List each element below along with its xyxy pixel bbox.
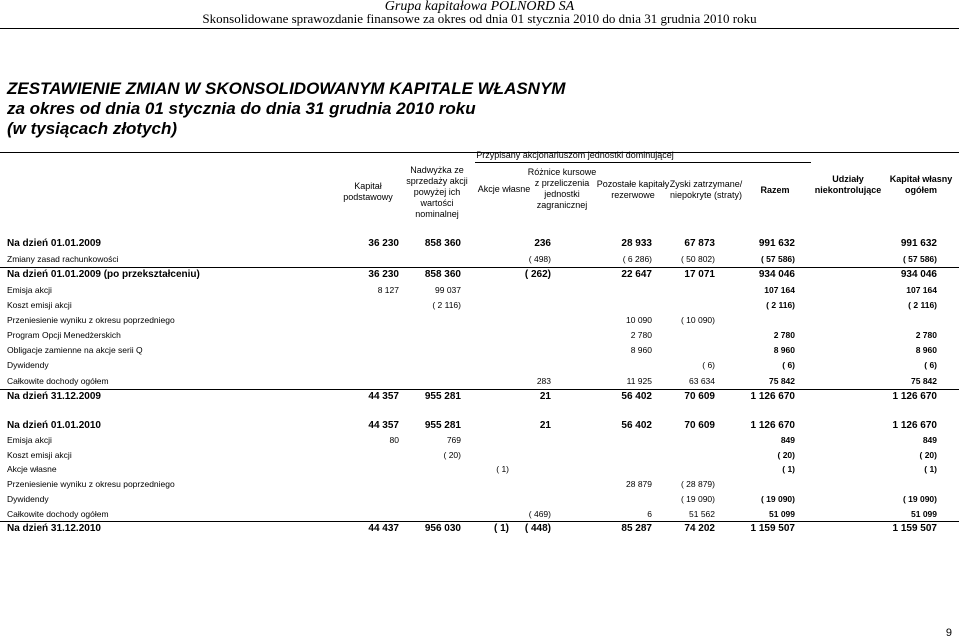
- table-cell: 36 230: [368, 269, 399, 280]
- table-cell: ( 19 090): [760, 494, 795, 504]
- table-cell: ( 1): [494, 523, 509, 534]
- page-number: 9: [945, 627, 952, 639]
- table-cell: 21: [539, 391, 551, 402]
- table-cell: ( 1): [782, 464, 795, 474]
- table-cell: 63 634: [689, 376, 715, 386]
- row-label: Całkowite dochody ogółem: [7, 376, 109, 386]
- table-cell: 80: [389, 435, 399, 445]
- table-cell: 955 281: [424, 391, 461, 402]
- statement-title: ZESTAWIENIE ZMIAN W SKONSOLIDOWANYM KAPITALE WŁASNYM: [7, 79, 566, 98]
- table-cell: 51 099: [911, 509, 937, 519]
- table-cell: 75 842: [769, 376, 795, 386]
- row-label: Przeniesienie wyniku z okresu poprzedniego: [7, 315, 175, 325]
- table-cell: ( 6 286): [622, 254, 652, 264]
- header-rule: [0, 28, 959, 29]
- table-cell: ( 57 586): [760, 254, 795, 264]
- row-label: Akcje własne: [7, 464, 57, 474]
- table-cell: 22 647: [621, 269, 652, 280]
- table-row: [0, 521, 959, 536]
- table-cell: 934 046: [900, 269, 937, 280]
- group-header: Przypisany akcjonariuszom jednostki dominującej: [476, 150, 674, 160]
- table-row: [0, 419, 959, 433]
- table-cell: 858 360: [424, 238, 461, 249]
- table-cell: 2 780: [915, 330, 937, 340]
- row-label: Emisja akcji: [7, 435, 52, 445]
- table-cell: ( 50 802): [680, 254, 715, 264]
- table-cell: 849: [780, 435, 795, 445]
- table-cell: ( 20): [919, 450, 937, 460]
- table-cell: ( 262): [524, 269, 551, 280]
- table-row: [0, 237, 959, 251]
- table-cell: ( 10 090): [680, 315, 715, 325]
- column-header: Pozostałe kapitały rezerwowe: [596, 179, 670, 200]
- table-cell: 1 159 507: [750, 523, 795, 534]
- table-row: [0, 343, 959, 357]
- row-label: Całkowite dochody ogółem: [7, 509, 109, 519]
- table-cell: 44 357: [368, 391, 399, 402]
- table-cell: 849: [922, 435, 937, 445]
- table-cell: 74 202: [684, 523, 715, 534]
- table-cell: 70 609: [684, 391, 715, 402]
- table-row: [0, 313, 959, 327]
- table-row: [0, 252, 959, 266]
- table-row: [0, 448, 959, 462]
- row-label: Zmiany zasad rachunkowości: [7, 254, 119, 264]
- statement-period: za okres od dnia 01 stycznia do dnia 31 grudnia 2010 roku: [7, 99, 476, 118]
- report-subtitle: Skonsolidowane sprawozdanie finansowe za okres od dnia 01 stycznia 2010 do dnia 31 grudnia 2010 roku: [202, 11, 757, 26]
- table-cell: 85 287: [621, 523, 652, 534]
- table-cell: 36 230: [368, 238, 399, 249]
- table-cell: 99 037: [435, 285, 461, 295]
- row-label: Koszt emisji akcji: [7, 450, 72, 460]
- column-header: Kapitał własny ogółem: [889, 174, 953, 195]
- table-cell: 44 357: [368, 420, 399, 431]
- table-row: [0, 507, 959, 521]
- table-cell: 6: [647, 509, 652, 519]
- column-header: Nadwyżka ze sprzedaży akcji powyżej ich wartości nominalnej: [406, 164, 468, 219]
- table-cell: ( 19 090): [902, 494, 937, 504]
- table-row: [0, 389, 959, 404]
- table-cell: 17 071: [684, 269, 715, 280]
- table-row: [0, 328, 959, 342]
- row-label: Na dzień 01.01.2009 (po przekształceniu): [7, 269, 200, 280]
- column-header: Różnice kursowe z przeliczenia jednostki zagranicznej: [527, 167, 597, 210]
- table-cell: ( 20): [443, 450, 461, 460]
- table-cell: ( 20): [777, 450, 795, 460]
- table-cell: ( 2 116): [766, 300, 795, 310]
- table-cell: ( 6): [924, 360, 937, 370]
- table-row: [0, 267, 959, 282]
- table-cell: ( 6): [782, 360, 795, 370]
- table-row: [0, 283, 959, 297]
- table-cell: 236: [534, 238, 551, 249]
- table-cell: 107 164: [764, 285, 795, 295]
- table-cell: 8 127: [377, 285, 399, 295]
- table-cell: 283: [536, 376, 551, 386]
- table-row: [0, 462, 959, 476]
- column-header: Zyski zatrzymane/ niepokryte (straty): [669, 179, 743, 200]
- table-cell: ( 498): [528, 254, 551, 264]
- row-label: Program Opcji Menedżerskich: [7, 330, 121, 340]
- table-cell: ( 1): [496, 464, 509, 474]
- table-cell: 56 402: [621, 391, 652, 402]
- table-row: [0, 298, 959, 312]
- table-cell: 67 873: [684, 238, 715, 249]
- table-cell: ( 6): [702, 360, 715, 370]
- table-row: [0, 492, 959, 506]
- table-cell: 934 046: [758, 269, 795, 280]
- table-cell: 11 925: [626, 376, 652, 386]
- table-cell: 70 609: [684, 420, 715, 431]
- company-name: Grupa kapitałowa POLNORD SA: [384, 0, 575, 14]
- table-cell: 2 780: [773, 330, 795, 340]
- table-cell: 8 960: [630, 345, 652, 355]
- table-cell: 858 360: [424, 269, 461, 280]
- row-label: Obligacje zamienne na akcje serii Q: [7, 345, 143, 355]
- row-label: Na dzień 31.12.2009: [7, 391, 101, 402]
- table-cell: ( 2 116): [908, 300, 937, 310]
- table-cell: ( 19 090): [680, 494, 715, 504]
- table-cell: 10 090: [626, 315, 652, 325]
- table-cell: ( 57 586): [902, 254, 937, 264]
- row-label: Dywidendy: [7, 494, 49, 504]
- table-cell: ( 448): [524, 523, 551, 534]
- column-header: Udziały niekontrolujące: [814, 174, 882, 195]
- column-header: Razem: [760, 184, 790, 195]
- row-label: Emisja akcji: [7, 285, 52, 295]
- table-cell: 75 842: [911, 376, 937, 386]
- table-cell: 28 879: [626, 479, 652, 489]
- table-cell: 2 780: [630, 330, 652, 340]
- table-cell: 1 126 670: [750, 391, 795, 402]
- table-cell: 1 159 507: [892, 523, 937, 534]
- statement-unit: (w tysiącach złotych): [7, 119, 178, 138]
- table-cell: 56 402: [621, 420, 652, 431]
- row-label: Dywidendy: [7, 360, 49, 370]
- column-header: Kapitał podstawowy: [343, 181, 393, 202]
- table-cell: 44 437: [368, 523, 399, 534]
- table-cell: ( 28 879): [680, 479, 715, 489]
- table-cell: 769: [446, 435, 461, 445]
- table-cell: 51 099: [769, 509, 795, 519]
- table-cell: 991 632: [758, 238, 795, 249]
- table-cell: 956 030: [424, 523, 461, 534]
- row-label: Na dzień 01.01.2009: [7, 238, 101, 249]
- table-cell: 1 126 670: [750, 420, 795, 431]
- table-row: [0, 358, 959, 372]
- table-cell: ( 2 116): [432, 300, 461, 310]
- table-cell: 955 281: [424, 420, 461, 431]
- table-cell: ( 1): [924, 464, 937, 474]
- row-label: Przeniesienie wyniku z okresu poprzedniego: [7, 479, 175, 489]
- table-row: [0, 374, 959, 388]
- table-cell: 107 164: [906, 285, 937, 295]
- table-cell: 8 960: [773, 345, 795, 355]
- table-cell: ( 469): [528, 509, 551, 519]
- table-cell: 1 126 670: [892, 420, 937, 431]
- table-cell: 28 933: [621, 238, 652, 249]
- column-header: Akcje własne: [477, 183, 531, 194]
- table-cell: 1 126 670: [892, 391, 937, 402]
- row-label: Koszt emisji akcji: [7, 300, 72, 310]
- table-cell: 51 562: [689, 509, 715, 519]
- row-label: Na dzień 31.12.2010: [7, 523, 101, 534]
- table-row: [0, 477, 959, 491]
- group-header-rule: [475, 162, 811, 163]
- row-label: Na dzień 01.01.2010: [7, 420, 101, 431]
- table-cell: 8 960: [915, 345, 937, 355]
- table-cell: 21: [539, 420, 551, 431]
- table-row: [0, 433, 959, 447]
- table-cell: 991 632: [900, 238, 937, 249]
